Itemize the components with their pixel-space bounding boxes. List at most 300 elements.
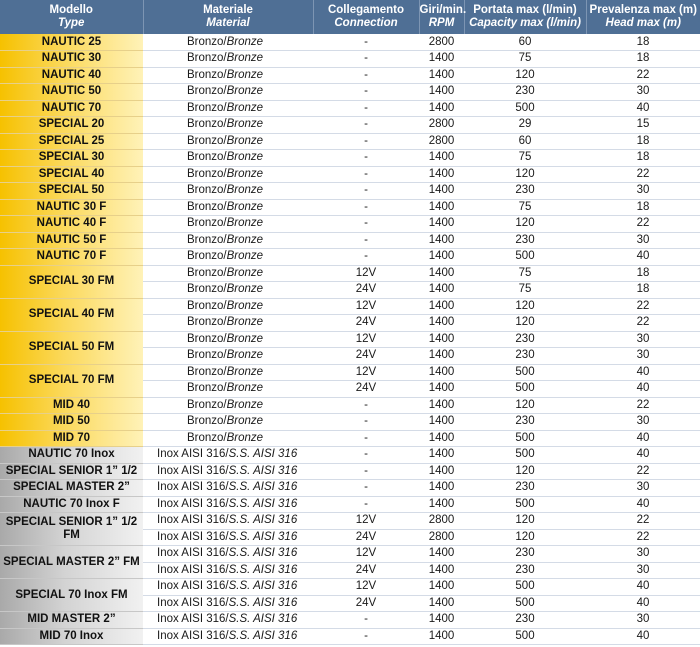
model-cell: SPECIAL SENIOR 1” 1/2 FM [0,513,143,546]
connection-cell: - [313,447,419,464]
material-it: Bronzo/ [187,250,227,263]
material-it: Inox AISI 316/ [157,563,229,576]
model-cell: SPECIAL SENIOR 1” 1/2 [0,463,143,480]
head-cell: 22 [586,166,700,183]
material-en: Bronze [226,167,264,180]
table-row [0,513,700,530]
table-row [0,84,700,101]
material-cell [143,348,313,365]
table-row [0,67,700,84]
material-it: Bronzo/ [187,398,227,411]
capacity-cell: 500 [464,364,586,381]
connection-cell: - [313,430,419,447]
material-cell [143,51,313,68]
model-cell: NAUTIC 30 [0,51,143,68]
table-row [0,628,700,645]
connection-cell: 24V [313,595,419,612]
capacity-cell: 500 [464,496,586,513]
head-cell: 18 [586,282,700,299]
material-cell [143,249,313,266]
material-en: S.S. AISI 316 [228,514,298,527]
material-en: Bronze [226,200,264,213]
capacity-cell: 120 [464,397,586,414]
table-row [0,480,700,497]
model-cell: SPECIAL 50 [0,183,143,200]
material-cell [143,595,313,612]
material-cell [143,381,313,398]
head-cell: 15 [586,117,700,134]
material-it: Bronzo/ [187,349,227,362]
connection-cell: 12V [313,331,419,348]
head-cell: 18 [586,199,700,216]
head-cell: 40 [586,381,700,398]
model-cell: MID 70 [0,430,143,447]
model-cell: SPECIAL 20 [0,117,143,134]
material-it: Inox AISI 316/ [157,596,229,609]
connection-cell: 24V [313,348,419,365]
connection-cell: 24V [313,529,419,546]
capacity-cell: 120 [464,166,586,183]
rpm-cell: 2800 [419,513,464,530]
capacity-cell: 120 [464,315,586,332]
material-cell [143,282,313,299]
material-en: Bronze [226,398,264,411]
material-en: Bronze [226,365,264,378]
material-en: S.S. AISI 316 [228,547,298,560]
rpm-cell: 1400 [419,150,464,167]
material-cell [143,430,313,447]
material-it: Bronzo/ [187,382,227,395]
head-cell: 18 [586,34,700,51]
model-cell: MID MASTER 2” [0,612,143,629]
table-row [0,166,700,183]
head-cell: 30 [586,480,700,497]
rpm-cell: 1400 [419,249,464,266]
material-cell [143,414,313,431]
material-cell [143,133,313,150]
table-body [0,34,700,645]
material-it: Bronzo/ [187,200,227,213]
rpm-cell: 1400 [419,298,464,315]
material-it: Inox AISI 316/ [157,481,229,494]
material-it: Inox AISI 316/ [157,547,229,560]
capacity-cell: 500 [464,447,586,464]
capacity-cell: 29 [464,117,586,134]
rpm-cell: 1400 [419,414,464,431]
capacity-cell: 75 [464,282,586,299]
rpm-cell: 1400 [419,364,464,381]
rpm-cell: 1400 [419,463,464,480]
table-row [0,216,700,233]
model-cell: SPECIAL 25 [0,133,143,150]
material-it: Bronzo/ [187,68,227,81]
material-cell [143,397,313,414]
head-cell: 40 [586,628,700,645]
capacity-cell: 230 [464,414,586,431]
rpm-cell: 1400 [419,331,464,348]
material-cell [143,265,313,282]
model-cell: MID 40 [0,397,143,414]
connection-cell: - [313,628,419,645]
rpm-cell: 1400 [419,232,464,249]
head-cell: 18 [586,265,700,282]
table-row [0,117,700,134]
rpm-cell: 1400 [419,562,464,579]
material-en: Bronze [226,184,264,197]
material-it: Bronzo/ [187,299,227,312]
table-row [0,397,700,414]
model-cell: SPECIAL 30 FM [0,265,143,298]
rpm-cell: 1400 [419,579,464,596]
material-en: S.S. AISI 316 [228,580,298,593]
material-it: Bronzo/ [187,283,227,296]
model-cell: NAUTIC 70 Inox F [0,496,143,513]
rpm-cell: 2800 [419,34,464,51]
material-it: Bronzo/ [187,184,227,197]
material-cell [143,447,313,464]
material-cell [143,513,313,530]
material-it: Bronzo/ [187,415,227,428]
capacity-cell: 120 [464,298,586,315]
rpm-cell: 1400 [419,183,464,200]
material-cell [143,298,313,315]
rpm-cell: 1400 [419,84,464,101]
material-it: Bronzo/ [187,85,227,98]
material-en: Bronze [226,134,264,147]
material-en: Bronze [226,299,264,312]
capacity-cell: 75 [464,150,586,167]
material-en: Bronze [226,151,264,164]
connection-cell: - [313,414,419,431]
table-row [0,612,700,629]
model-cell: NAUTIC 30 F [0,199,143,216]
material-cell [143,496,313,513]
head-cell: 30 [586,562,700,579]
head-cell: 22 [586,67,700,84]
head-cell: 30 [586,232,700,249]
model-cell: NAUTIC 70 F [0,249,143,266]
capacity-cell: 120 [464,529,586,546]
table-row [0,249,700,266]
table-row [0,265,700,282]
material-cell [143,612,313,629]
capacity-cell: 120 [464,463,586,480]
capacity-cell: 60 [464,34,586,51]
table-header [0,0,700,34]
rpm-cell: 1400 [419,282,464,299]
material-cell [143,100,313,117]
material-en: Bronze [226,85,264,98]
material-en: Bronze [226,283,264,296]
head-cell: 40 [586,430,700,447]
material-cell [143,463,313,480]
model-cell: NAUTIC 40 F [0,216,143,233]
material-it: Inox AISI 316/ [157,530,229,543]
connection-cell: - [313,51,419,68]
head-cell: 40 [586,249,700,266]
material-it: Bronzo/ [187,118,227,131]
material-it: Bronzo/ [187,365,227,378]
rpm-cell: 2800 [419,117,464,134]
rpm-cell: 1400 [419,67,464,84]
material-it: Bronzo/ [187,134,227,147]
rpm-cell: 1400 [419,51,464,68]
material-en: Bronze [226,332,264,345]
rpm-cell: 1400 [419,166,464,183]
material-it: Inox AISI 316/ [157,514,229,527]
head-cell: 30 [586,183,700,200]
material-en: Bronze [226,431,264,444]
connection-cell: - [313,133,419,150]
header-material: Materiale Material [143,0,313,34]
model-cell: NAUTIC 25 [0,34,143,51]
model-cell: NAUTIC 70 Inox [0,447,143,464]
connection-cell: 24V [313,562,419,579]
material-it: Bronzo/ [187,316,227,329]
material-cell [143,232,313,249]
capacity-cell: 120 [464,67,586,84]
material-cell [143,546,313,563]
connection-cell: - [313,150,419,167]
table-row [0,51,700,68]
material-en: Bronze [226,233,264,246]
model-cell: NAUTIC 50 [0,84,143,101]
material-en: Bronze [226,415,264,428]
model-cell: NAUTIC 50 F [0,232,143,249]
capacity-cell: 500 [464,381,586,398]
rpm-cell: 1400 [419,348,464,365]
head-cell: 22 [586,397,700,414]
table-row [0,496,700,513]
table-row [0,34,700,51]
model-cell: NAUTIC 40 [0,67,143,84]
table-row [0,133,700,150]
table-row [0,199,700,216]
connection-cell: - [313,166,419,183]
capacity-cell: 500 [464,249,586,266]
material-cell [143,579,313,596]
head-cell: 30 [586,331,700,348]
material-it: Bronzo/ [187,217,227,230]
material-cell [143,216,313,233]
table-row [0,546,700,563]
material-it: Inox AISI 316/ [157,497,229,510]
rpm-cell: 1400 [419,216,464,233]
capacity-cell: 230 [464,612,586,629]
rpm-cell: 1400 [419,430,464,447]
head-cell: 40 [586,579,700,596]
connection-cell: - [313,117,419,134]
head-cell: 22 [586,216,700,233]
model-cell: SPECIAL 50 FM [0,331,143,364]
head-cell: 22 [586,529,700,546]
connection-cell: 12V [313,579,419,596]
material-it: Bronzo/ [187,233,227,246]
table-row [0,447,700,464]
table-row [0,463,700,480]
connection-cell: - [313,612,419,629]
head-cell: 40 [586,100,700,117]
model-cell: SPECIAL 30 [0,150,143,167]
rpm-cell: 1400 [419,100,464,117]
connection-cell: - [313,199,419,216]
capacity-cell: 500 [464,628,586,645]
rpm-cell: 2800 [419,529,464,546]
capacity-cell: 230 [464,183,586,200]
connection-cell: 24V [313,381,419,398]
connection-cell: - [313,216,419,233]
model-cell: SPECIAL 70 FM [0,364,143,397]
model-cell: NAUTIC 70 [0,100,143,117]
header-head: Prevalenza max (m) Head max (m) [586,0,700,34]
material-it: Inox AISI 316/ [157,448,229,461]
rpm-cell: 1400 [419,612,464,629]
capacity-cell: 75 [464,199,586,216]
head-cell: 40 [586,447,700,464]
material-cell [143,67,313,84]
model-cell: SPECIAL MASTER 2” [0,480,143,497]
table-row [0,150,700,167]
material-cell [143,84,313,101]
connection-cell: - [313,67,419,84]
rpm-cell: 1400 [419,199,464,216]
rpm-cell: 1400 [419,480,464,497]
rpm-cell: 1400 [419,595,464,612]
connection-cell: - [313,34,419,51]
rpm-cell: 1400 [419,381,464,398]
model-cell: MID 50 [0,414,143,431]
material-en: S.S. AISI 316 [228,596,298,609]
head-cell: 18 [586,150,700,167]
material-cell [143,529,313,546]
material-it: Bronzo/ [187,52,227,65]
table-row [0,232,700,249]
material-en: Bronze [226,35,264,48]
rpm-cell: 1400 [419,496,464,513]
material-en: Bronze [226,68,264,81]
capacity-cell: 230 [464,348,586,365]
table-row [0,331,700,348]
material-cell [143,628,313,645]
material-it: Inox AISI 316/ [157,613,229,626]
capacity-cell: 120 [464,513,586,530]
connection-cell: - [313,100,419,117]
material-en: S.S. AISI 316 [228,613,298,626]
material-en: S.S. AISI 316 [228,481,298,494]
connection-cell: - [313,480,419,497]
material-cell [143,331,313,348]
header-row [0,0,700,34]
connection-cell: 12V [313,513,419,530]
head-cell: 30 [586,612,700,629]
connection-cell: - [313,232,419,249]
head-cell: 22 [586,315,700,332]
header-model: Modello Type [0,0,143,34]
head-cell: 18 [586,133,700,150]
table-row [0,430,700,447]
rpm-cell: 2800 [419,133,464,150]
connection-cell: - [313,496,419,513]
table-row [0,579,700,596]
material-en: S.S. AISI 316 [228,629,298,642]
rpm-cell: 1400 [419,447,464,464]
table-row [0,364,700,381]
model-cell: SPECIAL MASTER 2” FM [0,546,143,579]
model-cell: MID 70 Inox [0,628,143,645]
model-cell: SPECIAL 40 [0,166,143,183]
connection-cell: 12V [313,298,419,315]
material-cell [143,150,313,167]
material-en: S.S. AISI 316 [228,448,298,461]
material-it: Bronzo/ [187,431,227,444]
material-it: Inox AISI 316/ [157,580,229,593]
material-cell [143,315,313,332]
head-cell: 22 [586,463,700,480]
material-en: Bronze [226,250,264,263]
material-en: Bronze [226,101,264,114]
connection-cell: 12V [313,546,419,563]
table-row [0,414,700,431]
connection-cell: 12V [313,265,419,282]
head-cell: 30 [586,348,700,365]
head-cell: 22 [586,513,700,530]
table-row [0,298,700,315]
material-it: Inox AISI 316/ [157,464,229,477]
rpm-cell: 1400 [419,397,464,414]
material-en: S.S. AISI 316 [228,530,298,543]
head-cell: 40 [586,496,700,513]
head-cell: 30 [586,414,700,431]
material-en: Bronze [226,266,264,279]
rpm-cell: 1400 [419,315,464,332]
material-it: Bronzo/ [187,35,227,48]
material-en: Bronze [226,349,264,362]
connection-cell: 12V [313,364,419,381]
capacity-cell: 500 [464,430,586,447]
head-cell: 18 [586,51,700,68]
capacity-cell: 230 [464,331,586,348]
capacity-cell: 60 [464,133,586,150]
material-cell [143,117,313,134]
capacity-cell: 75 [464,265,586,282]
material-cell [143,562,313,579]
capacity-cell: 230 [464,562,586,579]
material-cell [143,199,313,216]
material-en: S.S. AISI 316 [228,464,298,477]
material-it: Bronzo/ [187,266,227,279]
header-capacity: Portata max (l/min) Capacity max (l/min) [464,0,586,34]
connection-cell: 24V [313,282,419,299]
connection-cell: - [313,463,419,480]
model-cell: SPECIAL 70 Inox FM [0,579,143,612]
header-connection: Collegamento Connection [313,0,419,34]
capacity-cell: 500 [464,100,586,117]
material-en: S.S. AISI 316 [228,563,298,576]
head-cell: 40 [586,364,700,381]
head-cell: 40 [586,595,700,612]
material-en: Bronze [226,316,264,329]
capacity-cell: 230 [464,232,586,249]
rpm-cell: 1400 [419,628,464,645]
material-it: Bronzo/ [187,101,227,114]
material-en: Bronze [226,118,264,131]
material-cell [143,364,313,381]
model-cell: SPECIAL 40 FM [0,298,143,331]
head-cell: 22 [586,298,700,315]
material-it: Bronzo/ [187,332,227,345]
material-en: S.S. AISI 316 [228,497,298,510]
connection-cell: - [313,397,419,414]
